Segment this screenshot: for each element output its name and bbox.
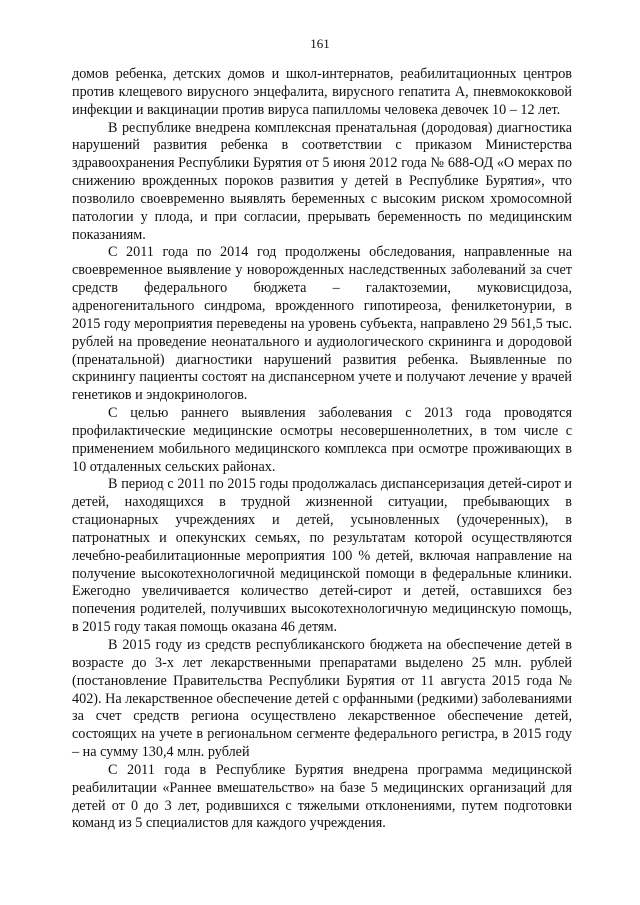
paragraph-orphan-dispensarization: В период с 2011 по 2015 годы продолжалась диспансеризация детей-сирот и детей, находящихся в трудной жизненной ситуации, пребывающих в стационарных учреждениях и детей, усыновленных (удочеренных), в патронатных и опекунских семьях, по результатам которой осуществляются лечебно-реабилитационные мероприятия 100 % детей, включая направление на получение высокотехнологичной медицинской помощи в федеральные клиники. Ежегодно увеличивается количество детей-сирот и детей, оставшихся без попечения родителей, получивших высокотехнологичную медицинскую помощь, в 2015 году такая помощь оказана 46 детям.: [72, 476, 572, 636]
paragraph-early-intervention: С 2011 года в Республике Бурятия внедрена программа медицинской реабилитации «Раннее вмешательство» на базе 5 медицинских организаций для детей от 0 до 3 лет, родившихся с тяжелыми отклонениями, путем подготовки команд из 5 специалистов для каждого учреждения.: [72, 761, 572, 832]
paragraph-preventive-examinations: С целью раннего выявления заболевания с 2013 года проводятся профилактические медицинские осмотры несовершеннолетних, в том числе с применением мобильного медицинского комплекса при осмотре проживающих в 10 отдаленных сельских районах.: [72, 405, 572, 475]
paragraph-prenatal-diagnostics: В республике внедрена комплексная пренатальная (дородовая) диагностика нарушений развития ребенка в соответствии с приказом Министерства здравоохранения Республики Бурятия от 5 июня 2012 года № 688-ОД «О мерах по снижению врожденных пороков развития у детей в Республике Бурятия», что позволило своевременно выявлять беременных с высоким риском хромосомной патологии у плода, и при согласии, прерывать беременность по медицинским показаниям.: [72, 119, 572, 243]
paragraph-vaccination-continued: домов ребенка, детских домов и школ-интернатов, реабилитационных центров против клещевого вирусного энцефалита, вирусного гепатита А, пневмококковой инфекции и вакцинации против вируса папилломы человека девочек 10 – 12 лет.: [72, 66, 572, 118]
body-text: [72, 66, 572, 833]
paragraph-newborn-screening: С 2011 года по 2014 год продолжены обследования, направленные на своевременное выявление у новорожденных наследственных заболеваний за счет средств федерального бюджета – галактоземии, муковисцидоза, адреногенитального синдрома, врожденного гипотиреоза, фенилкетонурии, в 2015 году мероприятия переведены на уровень субъекта, направлено 29 561,5 тыс. рублей на проведение неонатального и аудиологического скрининга и дородовой (пренатальной) диагностики нарушений развития ребенка. Выявленные по скринингу пациенты состоят на диспансерном учете и получают лечение у врачей генетиков и эндокринологов.: [72, 244, 572, 404]
paragraph-drug-provision: В 2015 году из средств республиканского бюджета на обеспечение детей в возрасте до 3-х лет лекарственными препаратами выделено 25 млн. рублей (постановление Правительства Республики Бурятия от 11 августа 2015 года № 402). На лекарственное обеспечение детей с орфанными (редкими) заболеваниями за счет средств региона осуществлено лекарственное обеспечение детей, состоящих на учете в региональном сегменте федерального регистра, в 2015 году – на сумму 130,4 млн. рублей: [72, 637, 572, 761]
page-number: 161: [310, 36, 330, 51]
